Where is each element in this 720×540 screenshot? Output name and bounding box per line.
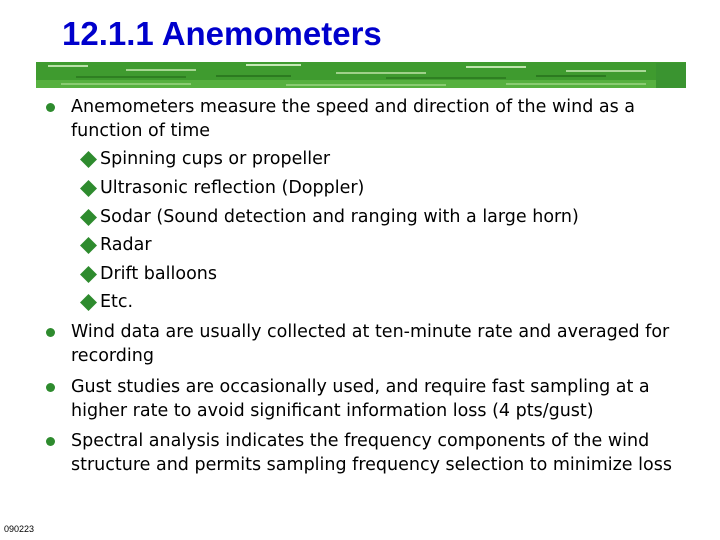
sub-bullet-item (80, 147, 680, 171)
diamond-bullet-icon (80, 151, 97, 168)
slide-footer-code: 090223 (4, 524, 35, 534)
sub-bullet-text: Radar (100, 235, 152, 255)
diamond-bullet-icon (80, 294, 97, 311)
sub-bullet-item (80, 262, 680, 286)
bullet-text: Anemometers measure the speed and direction of the wind as a function of time (71, 97, 636, 141)
diamond-bullet-icon (80, 237, 97, 254)
bullet-text: Gust studies are occasionally used, and require fast sampling at a higher rate to avoid significant information loss (4 pts/gust) (71, 377, 650, 421)
sub-bullet-text: Ultrasonic reflection (Doppler) (100, 178, 365, 198)
diamond-bullet-icon (80, 180, 97, 197)
bullet-text: Wind data are usually collected at ten-minute rate and averaged for recording (71, 322, 670, 366)
sub-bullet-item (80, 290, 680, 314)
sub-bullet-text: Sodar (Sound detection and ranging with a large horn) (100, 207, 579, 227)
sub-bullet-item (80, 205, 680, 229)
bullet-text: Spectral analysis indicates the frequency components of the wind structure and permits sampling frequency selection to minimize loss (71, 431, 672, 475)
sub-bullet-item (80, 176, 680, 200)
bullet-item (46, 320, 686, 368)
sub-bullet-item (80, 233, 680, 257)
sub-bullet-text: Drift balloons (100, 264, 217, 284)
sub-bullet-text: Spinning cups or propeller (100, 149, 331, 169)
sub-bullet-text: Etc. (100, 292, 134, 312)
slide-title: 12.1.1 Anemometers (62, 15, 382, 52)
round-bullet-icon (46, 103, 55, 112)
diamond-bullet-icon (80, 209, 97, 226)
bullet-item (46, 95, 686, 143)
bullet-item (46, 375, 686, 423)
round-bullet-icon (46, 437, 55, 446)
bullet-item (46, 429, 686, 501)
round-bullet-icon (46, 328, 55, 337)
diamond-bullet-icon (80, 266, 97, 283)
round-bullet-icon (46, 383, 55, 392)
